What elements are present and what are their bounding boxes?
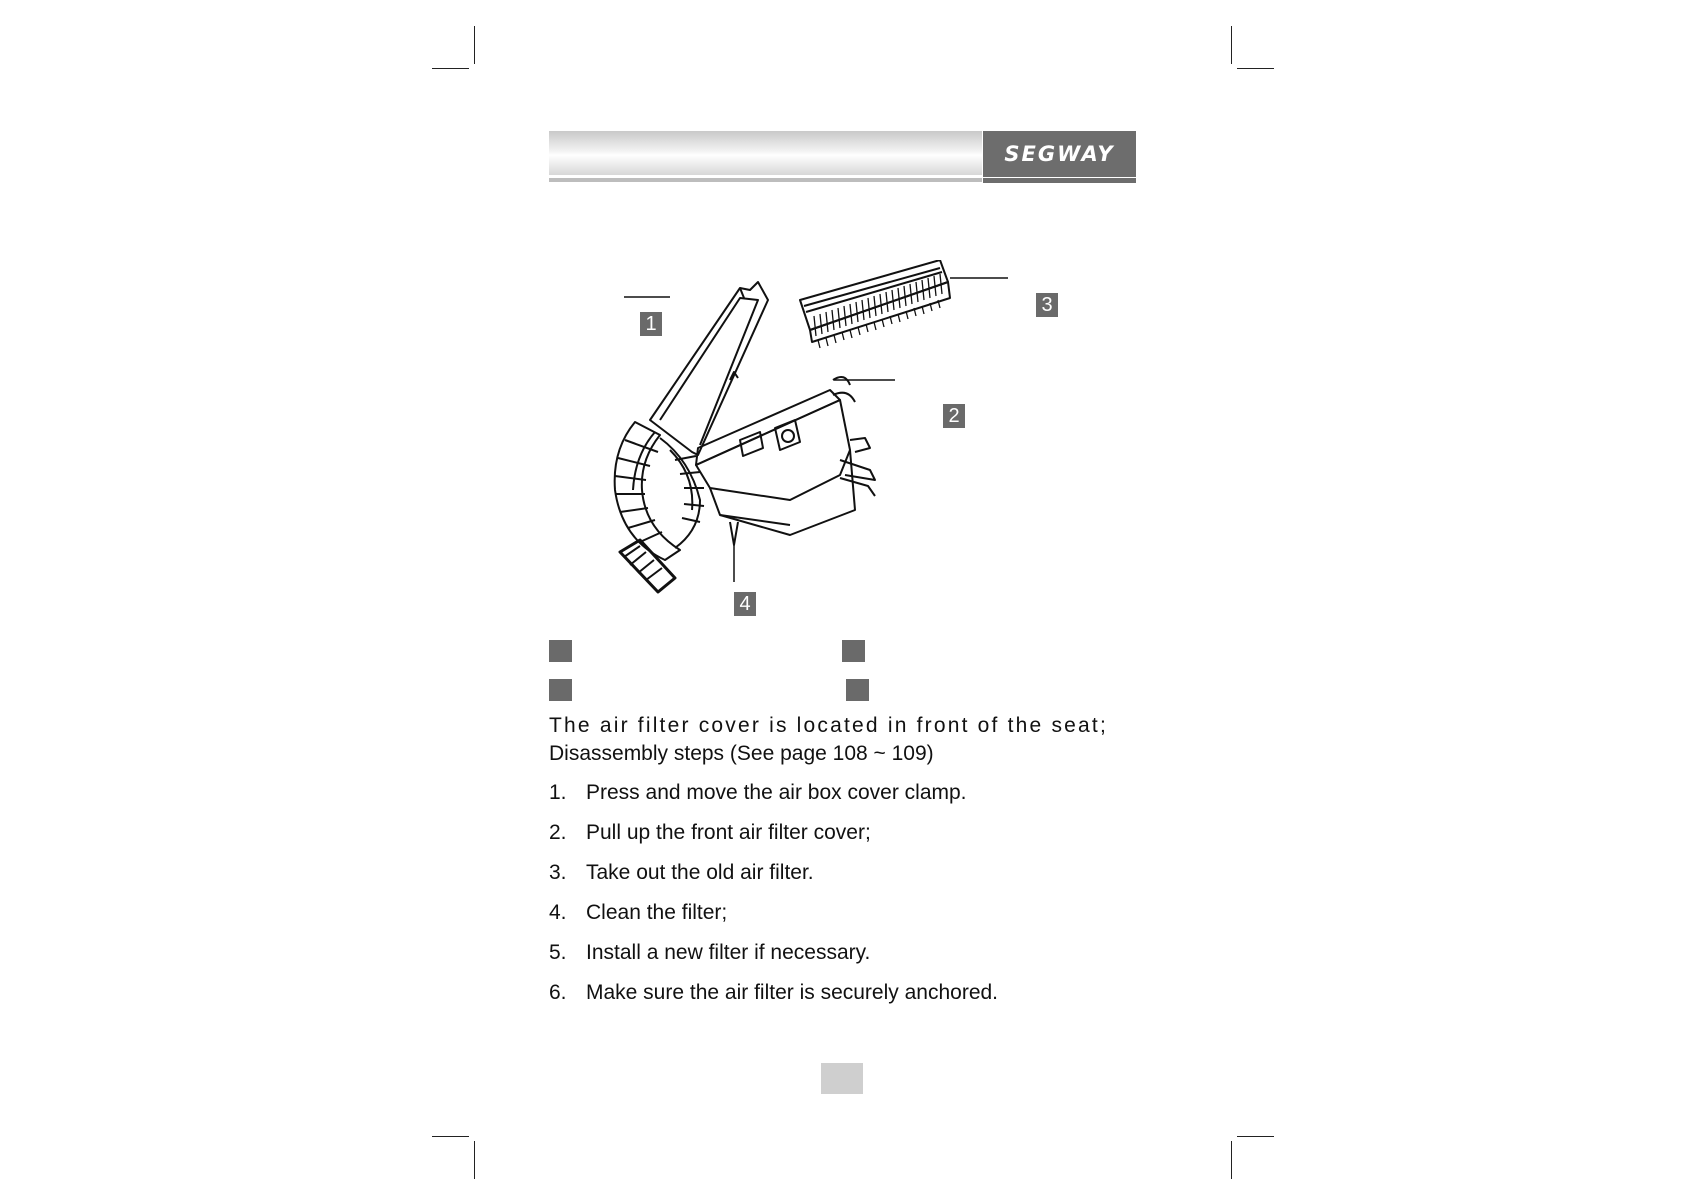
step-number: 6.: [549, 981, 567, 1004]
step-item: [549, 861, 1135, 901]
step-text: Press and move the air box cover clamp.: [586, 781, 967, 804]
legend-box-1: [549, 640, 572, 662]
callout-3: 3: [1036, 293, 1058, 317]
step-item: [549, 941, 1135, 981]
legend-box-3: [549, 679, 572, 701]
crop-mark-tr-v: [1231, 26, 1232, 64]
step-number: 3.: [549, 861, 567, 884]
step-text: Pull up the front air filter cover;: [586, 821, 871, 844]
step-number: 1.: [549, 781, 567, 804]
step-item: [549, 981, 1135, 1021]
crop-mark-br-h: [1237, 1136, 1274, 1137]
step-item: [549, 901, 1135, 941]
crop-mark-tr-h: [1237, 68, 1274, 69]
disassembly-steps-list: [549, 781, 1135, 1021]
callout-4: 4: [734, 592, 756, 616]
step-text: Install a new filter if necessary.: [586, 941, 871, 964]
step-number: 4.: [549, 901, 567, 924]
callout-2: 2: [943, 404, 965, 428]
step-text: Take out the old air filter.: [586, 861, 814, 884]
brand-underline: [983, 178, 1136, 183]
legend-box-2: [842, 640, 865, 662]
step-item: [549, 821, 1135, 861]
step-item: [549, 781, 1135, 821]
crop-mark-tl-v: [474, 26, 475, 64]
crop-mark-tl-h: [432, 68, 469, 69]
step-number: 2.: [549, 821, 567, 844]
step-text: Make sure the air filter is securely anchored.: [586, 981, 999, 1004]
legend-box-4: [846, 679, 869, 701]
header-gradient-bar: [549, 131, 982, 175]
crop-mark-bl-h: [432, 1136, 469, 1137]
brand-logo-text: SEGWAY: [1004, 142, 1115, 166]
callout-1: 1: [640, 312, 662, 336]
page-number-box: [821, 1063, 863, 1094]
crop-mark-bl-v: [474, 1141, 475, 1179]
intake-hose-illustration: [615, 422, 704, 592]
step-number: 5.: [549, 941, 567, 964]
intro-line-2: Disassembly steps (See page 108 ~ 109): [549, 742, 934, 765]
header-underline: [549, 178, 982, 182]
step-text: Clean the filter;: [586, 901, 728, 924]
crop-mark-br-v: [1231, 1141, 1232, 1179]
intro-line-1: The air filter cover is located in front of the seat;: [549, 714, 1108, 737]
air-box-cover-illustration: [650, 282, 768, 455]
brand-logo: [983, 131, 1136, 177]
